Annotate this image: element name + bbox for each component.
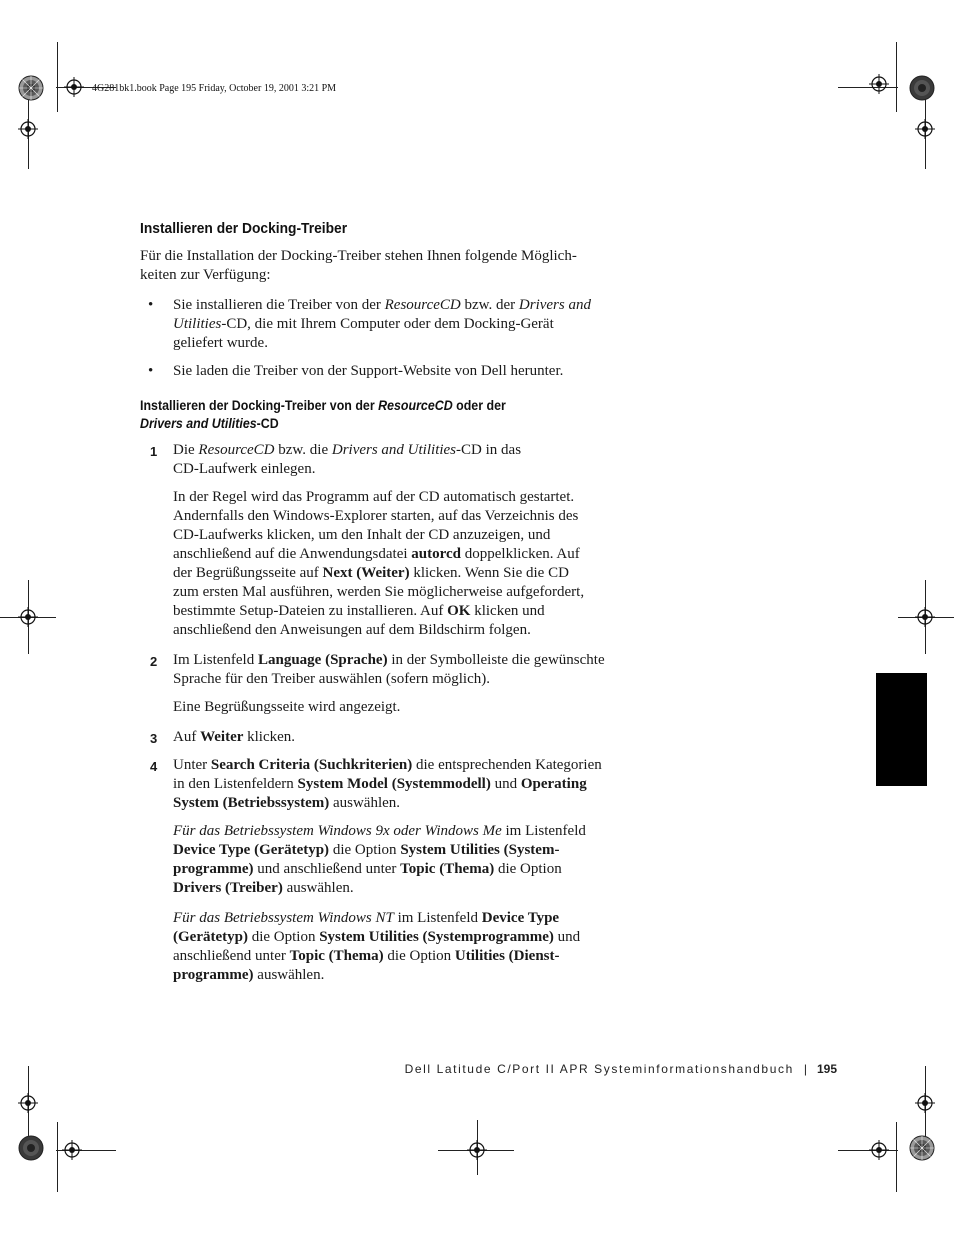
registration-target-icon [915,607,935,627]
text-run: System Utilities (System- [400,842,560,858]
text-run: System Utilities (Systemprogramme) [319,929,554,945]
text-run: in der Symbolleiste die gewünschte [387,652,605,668]
text-run: Im Listenfeld [173,652,258,668]
text-run: In der Regel wird das Programm auf der CD automatisch gestartet. [173,489,575,505]
step-number: 2 [150,654,158,669]
step-note [140,698,630,717]
footer-title: Dell Latitude C/Port II APR Systeminformationshandbuch [404,1062,794,1076]
intro-line: Für die Installation der Docking-Treiber stehen Ihnen folgende Möglich- [140,248,577,264]
text-run: Utilities (Dienst- [454,948,560,964]
step-number: 4 [150,759,158,774]
crop-mark [57,42,58,112]
step-number: 3 [150,731,158,746]
registration-target-icon [869,1140,889,1160]
text-run: System (Betriebssystem) [173,795,330,811]
registration-target-icon [915,119,935,139]
step-number: 1 [150,444,158,459]
text-run: CD-Laufwerk einlegen. [173,461,316,477]
step-item [140,651,630,689]
registration-target-icon [18,607,38,627]
text-run: Für das Betriebssystem Windows 9x oder Windows Me [173,823,502,839]
crop-mark [838,1150,898,1151]
text-run: die Option [247,929,320,945]
text-run: System Model (Systemmodell) [297,776,491,792]
thumb-tab [876,673,927,786]
text-run: programme) [173,967,254,983]
print-rosette-icon [909,75,935,101]
text-run: autorcd [411,546,461,562]
text-run: Eine Begrüßungsseite wird angezeigt. [173,699,401,715]
text-run: der Begrüßungsseite auf [173,565,323,581]
text-run: OK [447,603,471,619]
text-run: und [553,929,581,945]
text-run: Search Criteria (Suchkriterien) [210,757,413,773]
text-run: Topic (Thema) [289,948,384,964]
text-run: Sie laden die Treiber von der Support-Website von Dell herunter. [173,363,564,379]
text-run: Operating [520,776,587,792]
registration-target-icon [18,119,38,139]
step-item [140,728,630,747]
text-run: die Option [329,842,401,858]
text-run: im Listenfeld [393,910,482,926]
text-run: Drivers (Treiber) [173,880,283,896]
text-run: klicken. [243,729,296,745]
text-run: auswählen. [282,880,354,896]
step-note [140,909,630,985]
text-run: doppelklicken. Auf [461,546,580,562]
text-run: bzw. die [274,442,332,458]
text-run: Unter [173,757,211,773]
text-run: ResourceCD [198,442,275,458]
text-run: Für das Betriebssystem Windows NT [173,910,394,926]
text-run: anschließend den Anweisungen auf dem Bildschirm folgen. [173,622,531,638]
registration-target-icon [915,1093,935,1113]
text-run: ResourceCD [378,398,453,413]
text-run: -CD [256,416,279,431]
bullet-icon: • [148,363,154,379]
print-slug: 4G281bk1.book Page 195 Friday, October 19, 2001 3:21 PM [92,83,337,94]
text-run: und anschließend unter [253,861,401,877]
text-run: CD-Laufwerks klicken, um den Inhalt der CD anzuzeigen, und [173,527,551,543]
text-run: programme) [173,861,254,877]
text-run: auswählen. [329,795,401,811]
text-run: Language (Sprache) [257,652,388,668]
text-run: Drivers and Utilities [331,442,457,458]
step-item [140,756,630,813]
text-run: Utilities [173,316,222,332]
text-run: -CD, die mit Ihrem Computer oder dem Docking-Gerät [221,316,554,332]
text-run: anschließend unter [173,948,290,964]
step-note [140,822,630,898]
crop-mark [896,42,897,112]
step-note [140,488,630,640]
registration-target-icon [869,74,889,94]
text-run: Weiter [200,729,244,745]
text-run: Drivers and [518,297,591,313]
bullet-item [140,362,630,381]
text-run: geliefert wurde. [173,335,268,351]
text-run: die Option [383,948,455,964]
text-run: in den Listenfeldern [173,776,298,792]
text-run: Drivers and Utilities [140,416,257,431]
text-run: zum ersten Mal ausführen, werden Sie möglicherweise aufgefordert, [173,584,585,600]
text-run: bestimmte Setup-Dateien zu installieren. Auf [173,603,448,619]
crop-mark [57,1122,58,1192]
intro-paragraph [140,247,630,285]
crop-mark [838,87,898,88]
text-run: die entsprechenden Kategorien [412,757,602,773]
subsection-heading [140,397,591,433]
text-run: Installieren der Docking-Treiber von der [140,398,379,413]
text-run: (Gerätetyp) [173,929,248,945]
text-run: Topic (Thema) [400,861,495,877]
bullet-icon: • [148,297,154,313]
main-content [140,219,630,996]
page-footer [405,1062,837,1076]
print-rosette-icon [909,1135,935,1161]
text-run: Auf [173,729,201,745]
footer-separator: | [803,1062,807,1076]
page-number: 195 [816,1062,837,1076]
registration-target-icon [64,77,84,97]
text-run: oder der [452,398,506,413]
text-run: die Option [494,861,562,877]
registration-target-icon [18,1093,38,1113]
print-rosette-icon [18,1135,44,1161]
text-run: Next (Weiter) [322,565,410,581]
text-run: klicken und [470,603,545,619]
section-heading: Installieren der Docking-Treiber [140,220,348,237]
crop-mark [896,1122,897,1192]
text-run: und [490,776,521,792]
text-run: ResourceCD [384,297,461,313]
text-run: Sprache für den Treiber auswählen (sofern möglich). [173,671,490,687]
text-run: Sie installieren die Treiber von der [173,297,385,313]
text-run: Device Type (Gerätetyp) [173,842,330,858]
bullet-item [140,296,630,353]
registration-target-icon [62,1140,82,1160]
step-item [140,441,630,479]
intro-line: keiten zur Verfügung: [140,267,271,283]
text-run: anschließend auf die Anwendungsdatei [173,546,412,562]
print-rosette-icon [18,75,44,101]
text-run: klicken. Wenn Sie die CD [409,565,569,581]
text-run: Device Type [481,910,560,926]
text-run: -CD in das [456,442,522,458]
text-run: Die [173,442,199,458]
text-run: bzw. der [460,297,519,313]
text-run: Andernfalls den Windows-Explorer starten, auf das Verzeichnis des [173,508,579,524]
text-run: im Listenfeld [501,823,586,839]
text-run: auswählen. [253,967,325,983]
registration-target-icon [467,1140,487,1160]
